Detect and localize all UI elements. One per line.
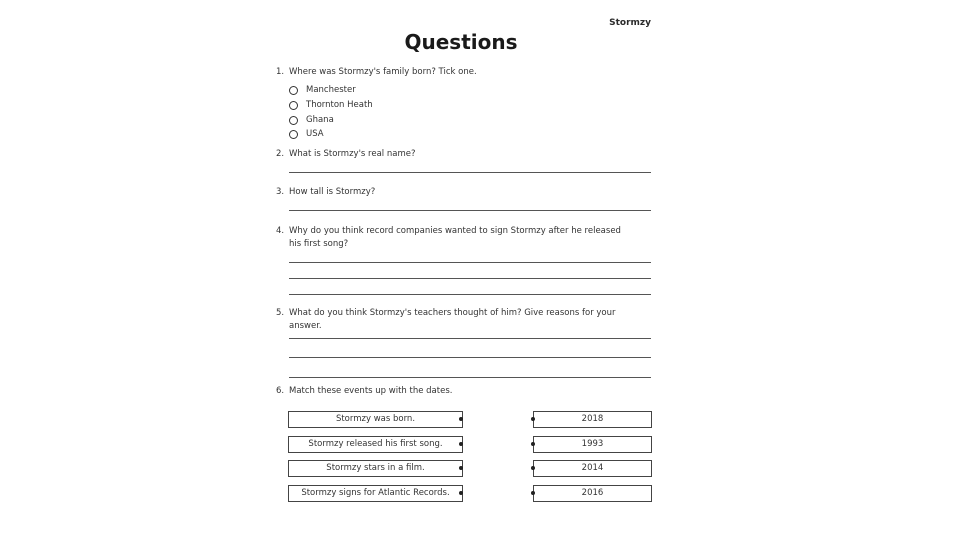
connector-dot-icon[interactable] <box>459 491 463 495</box>
event-box[interactable]: Stormzy stars in a film. <box>288 460 463 477</box>
radio-circle-icon[interactable] <box>289 116 298 125</box>
connector-dot-icon[interactable] <box>459 466 463 470</box>
question-number: 2. <box>276 149 285 159</box>
question-number: 1. <box>276 67 285 77</box>
question-text: Why do you think record companies wanted to sign Stormzy after he released his first song? <box>289 226 621 249</box>
date-box[interactable]: 1993 <box>533 436 652 453</box>
connector-dot-icon[interactable] <box>459 417 463 421</box>
connector-dot-icon[interactable] <box>459 442 463 446</box>
connector-dot-icon[interactable] <box>531 491 535 495</box>
question-text: Match these events up with the dates. <box>289 386 453 396</box>
connector-dot-icon[interactable] <box>531 417 535 421</box>
option-label: USA <box>306 129 324 139</box>
connector-dot-icon[interactable] <box>531 442 535 446</box>
answer-line[interactable] <box>289 172 651 173</box>
event-box[interactable]: Stormzy released his first song. <box>288 436 463 453</box>
answer-line[interactable] <box>289 377 651 378</box>
answer-line[interactable] <box>289 294 651 295</box>
answer-line[interactable] <box>289 210 651 211</box>
page-title: Questions <box>404 30 518 54</box>
option-label: Thornton Heath <box>306 100 373 110</box>
question-text: Where was Stormzy's family born? Tick one. <box>289 67 477 77</box>
question-text: What is Stormzy's real name? <box>289 149 416 159</box>
date-box[interactable]: 2016 <box>533 485 652 502</box>
radio-circle-icon[interactable] <box>289 101 298 110</box>
radio-circle-icon[interactable] <box>289 86 298 95</box>
answer-line[interactable] <box>289 357 651 358</box>
date-box[interactable]: 2018 <box>533 411 652 428</box>
date-box[interactable]: 2014 <box>533 460 652 477</box>
header-name: Stormzy <box>609 18 651 28</box>
radio-circle-icon[interactable] <box>289 130 298 139</box>
answer-line[interactable] <box>289 338 651 339</box>
option-label: Ghana <box>306 115 334 125</box>
question-text: What do you think Stormzy's teachers thought of him? Give reasons for your answer. <box>289 308 616 331</box>
event-box[interactable]: Stormzy signs for Atlantic Records. <box>288 485 463 502</box>
question-number: 5. <box>276 308 285 318</box>
answer-line[interactable] <box>289 262 651 263</box>
option-label: Manchester <box>306 85 356 95</box>
answer-line[interactable] <box>289 278 651 279</box>
question-number: 4. <box>276 226 285 236</box>
connector-dot-icon[interactable] <box>531 466 535 470</box>
question-text: How tall is Stormzy? <box>289 187 376 197</box>
question-number: 6. <box>276 386 285 396</box>
event-box[interactable]: Stormzy was born. <box>288 411 463 428</box>
question-number: 3. <box>276 187 285 197</box>
